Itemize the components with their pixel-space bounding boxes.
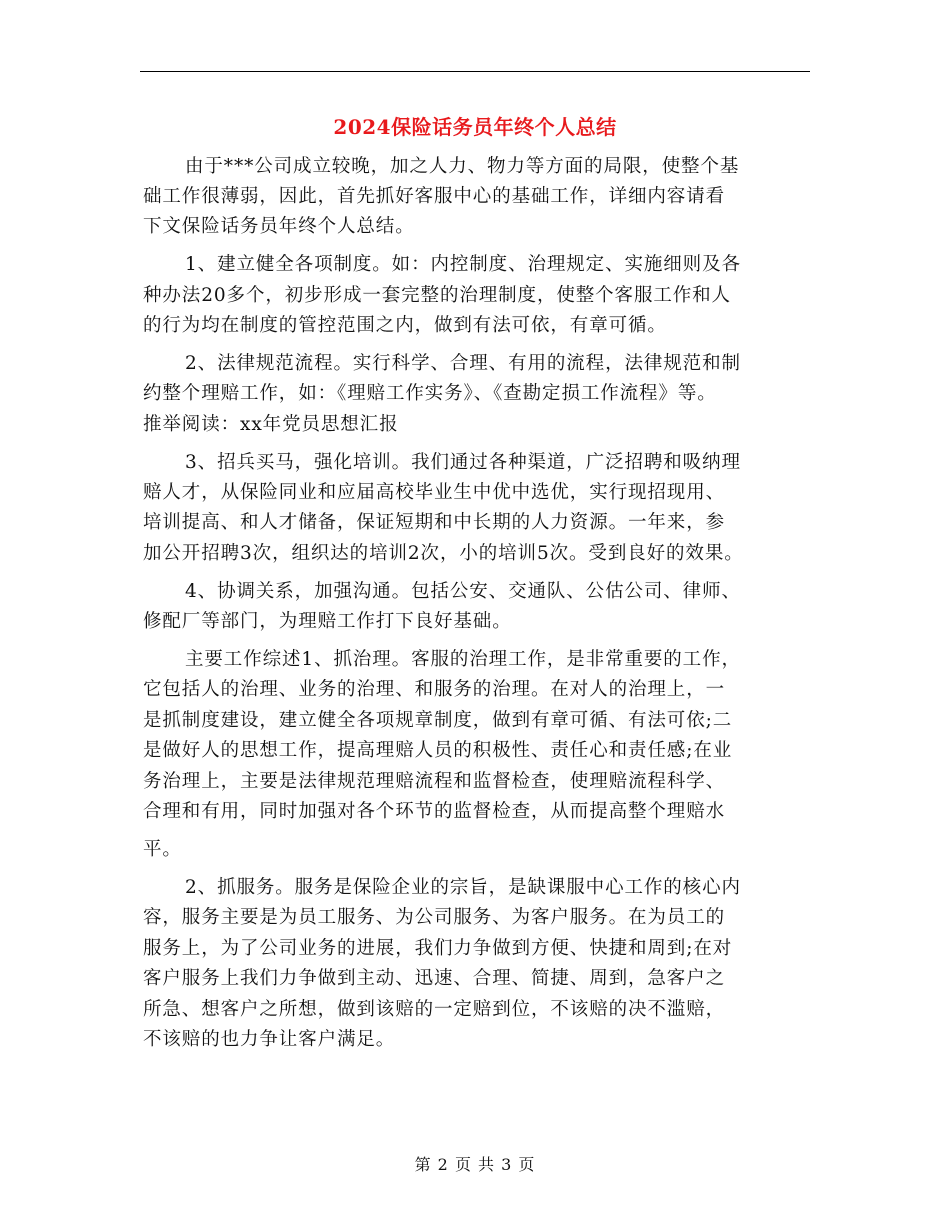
body-line: 客户服务上我们力争做到主动、迅速、合理、简捷、周到，急客户之	[143, 968, 726, 989]
body-line: 赔人才，从保险同业和应届高校毕业生中优中选优，实行现招现用、	[143, 482, 726, 503]
body-line: 1、建立健全各项制度。如：内控制度、治理规定、实施细则及各	[185, 254, 741, 275]
body-line: 2、抓服务。服务是保险企业的宗旨，是缺课服中心工作的核心内	[185, 877, 741, 898]
body-line: 种办法20多个，初步形成一套完整的治理制度，使整个客服工作和人	[143, 285, 731, 306]
body-line: 的行为均在制度的管控范围之内，做到有法可依，有章可循。	[143, 315, 667, 336]
body-line: 3、招兵买马，强化培训。我们通过各种渠道，广泛招聘和吸纳理	[185, 452, 741, 473]
body-line: 容，服务主要是为员工服务、为公司服务、为客户服务。在为员工的	[143, 907, 726, 928]
body-line: 4、协调关系，加强沟通。包括公安、交通队、公估公司、律师、	[185, 581, 741, 602]
document-title: 2024保险话务员年终个人总结	[333, 115, 617, 139]
body-line: 下文保险话务员年终个人总结。	[143, 216, 415, 237]
header-rule	[140, 71, 810, 72]
body-line: 所急、想客户之所想，做到该赔的一定赔到位，不该赔的决不滥赔，	[143, 999, 726, 1020]
body-line: 它包括人的治理、业务的治理、和服务的治理。在对人的治理上，一	[143, 679, 726, 700]
body-line: 础工作很薄弱，因此，首先抓好客服中心的基础工作，详细内容请看	[143, 186, 726, 207]
body-line: 服务上，为了公司业务的进展，我们力争做到方便、快捷和周到;在对	[143, 938, 733, 959]
body-line: 是抓制度建设，建立健全各项规章制度，做到有章可循、有法可依;二	[143, 710, 733, 731]
body-line: 加公开招聘3次，组织达的培训2次，小的培训5次。受到良好的效果。	[143, 543, 744, 564]
body-line: 修配厂等部门，为理赔工作打下良好基础。	[143, 611, 512, 632]
body-line: 务治理上，主要是法律规范理赔流程和监督检查，使理赔流程科学、	[143, 771, 726, 792]
body-line: 由于***公司成立较晚，加之人力、物力等方面的局限，使整个基	[185, 156, 740, 177]
body-line: 平。	[143, 839, 182, 860]
body-line: 主要工作综述1、抓治理。客服的治理工作，是非常重要的工作，	[185, 649, 741, 670]
body-line: 约整个理赔工作，如：《理赔工作实务》、《查勘定损工作流程》等。	[143, 383, 717, 404]
body-line: 合理和有用，同时加强对各个环节的监督检查，从而提高整个理赔水	[143, 801, 726, 822]
body-line: 是做好人的思想工作，提高理赔人员的积极性、责任心和责任感;在业	[143, 740, 733, 761]
body-line: 2、法律规范流程。实行科学、合理、有用的流程，法律规范和制	[185, 353, 741, 374]
body-line: 培训提高、和人才储备，保证短期和中长期的人力资源。一年来，参	[143, 512, 726, 533]
body-line: 不该赔的也力争让客户满足。	[143, 1029, 396, 1050]
body-line: 推举阅读：xx年党员思想汇报	[143, 414, 399, 435]
page-number: 第 2 页 共 3 页	[414, 1155, 536, 1174]
